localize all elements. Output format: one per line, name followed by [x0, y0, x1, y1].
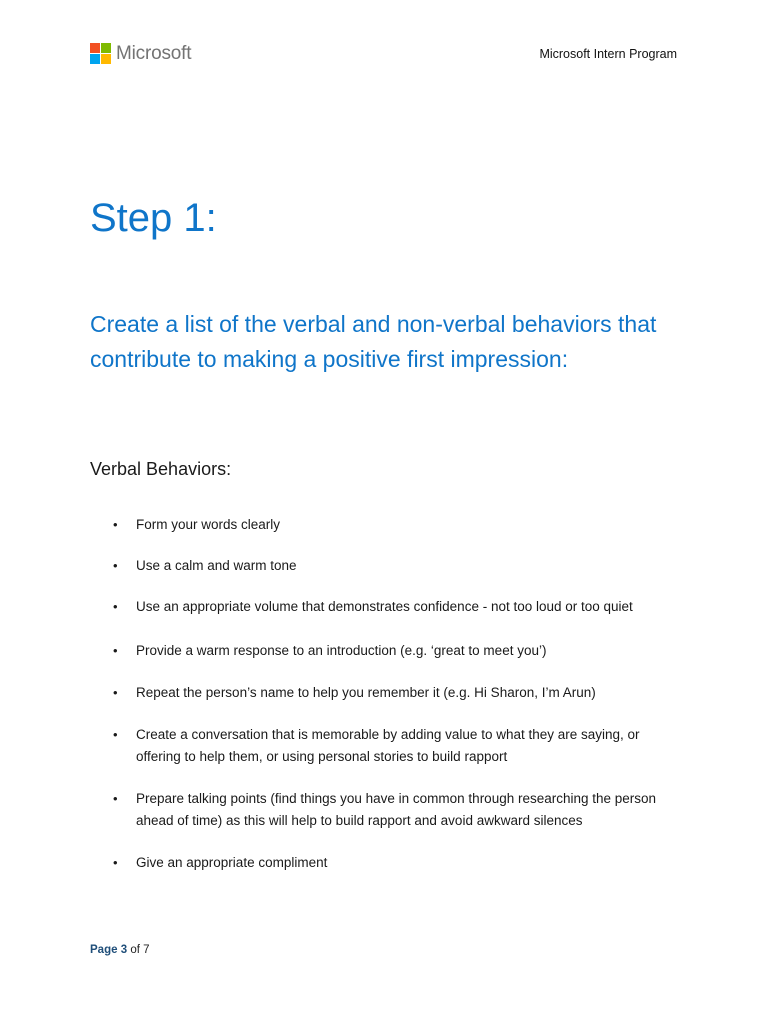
logo-square-red	[90, 43, 100, 53]
list-item-text: Prepare talking points (find things you have in common through researching the person ahead of time) as this will help to build rapport and avoid awkward silences	[136, 791, 657, 828]
list-item	[108, 555, 688, 577]
step-title: Step 1:	[90, 196, 217, 240]
list-item-text: Create a conversation that is memorable by adding value to what they are saying, or offering to help them, or using personal stories to build rapport	[136, 727, 640, 764]
program-title: Microsoft Intern Program	[539, 47, 677, 61]
list-item-text: Use a calm and warm tone	[136, 558, 297, 573]
page-total: 7	[143, 944, 150, 956]
list-item	[108, 788, 688, 832]
section-heading: Verbal Behaviors:	[90, 459, 232, 479]
list-item	[108, 724, 688, 768]
list-item	[108, 640, 688, 662]
bullet-icon: •	[113, 517, 118, 532]
behavior-list	[108, 514, 688, 874]
logo-square-blue	[90, 54, 100, 64]
subtitle: Create a list of the verbal and non-verbal behaviors that contribute to making a positive first impression:	[90, 311, 657, 372]
bullet-icon: •	[113, 855, 118, 870]
bullet-icon: •	[113, 558, 118, 573]
logo-square-yellow	[101, 54, 111, 64]
microsoft-logo	[90, 43, 191, 64]
page-current: 3	[120, 944, 128, 956]
list-item-text: Provide a warm response to an introduction (e.g. ‘great to meet you’)	[136, 643, 547, 658]
list-item-text: Form your words clearly	[136, 517, 281, 532]
list-item	[108, 682, 688, 704]
bullet-icon: •	[113, 599, 118, 614]
bullet-icon: •	[113, 727, 118, 742]
list-item	[108, 852, 688, 874]
bullet-icon: •	[113, 791, 118, 806]
page-footer	[90, 944, 150, 956]
bullet-icon: •	[113, 685, 118, 700]
list-item-text: Give an appropriate compliment	[136, 855, 328, 870]
logo-square-green	[101, 43, 111, 53]
page-header	[0, 0, 768, 80]
page-label: Page	[90, 944, 118, 956]
list-item-text: Repeat the person’s name to help you remember it (e.g. Hi Sharon, I’m Arun)	[136, 685, 596, 700]
logo-text: Microsoft	[116, 43, 192, 64]
list-item	[108, 514, 688, 536]
bullet-icon: •	[113, 643, 118, 658]
list-item-text: Use an appropriate volume that demonstrates confidence - not too loud or too quiet	[136, 599, 633, 614]
page-of-label: of	[130, 944, 140, 956]
list-item	[108, 596, 688, 618]
microsoft-logo-icon	[90, 43, 111, 64]
